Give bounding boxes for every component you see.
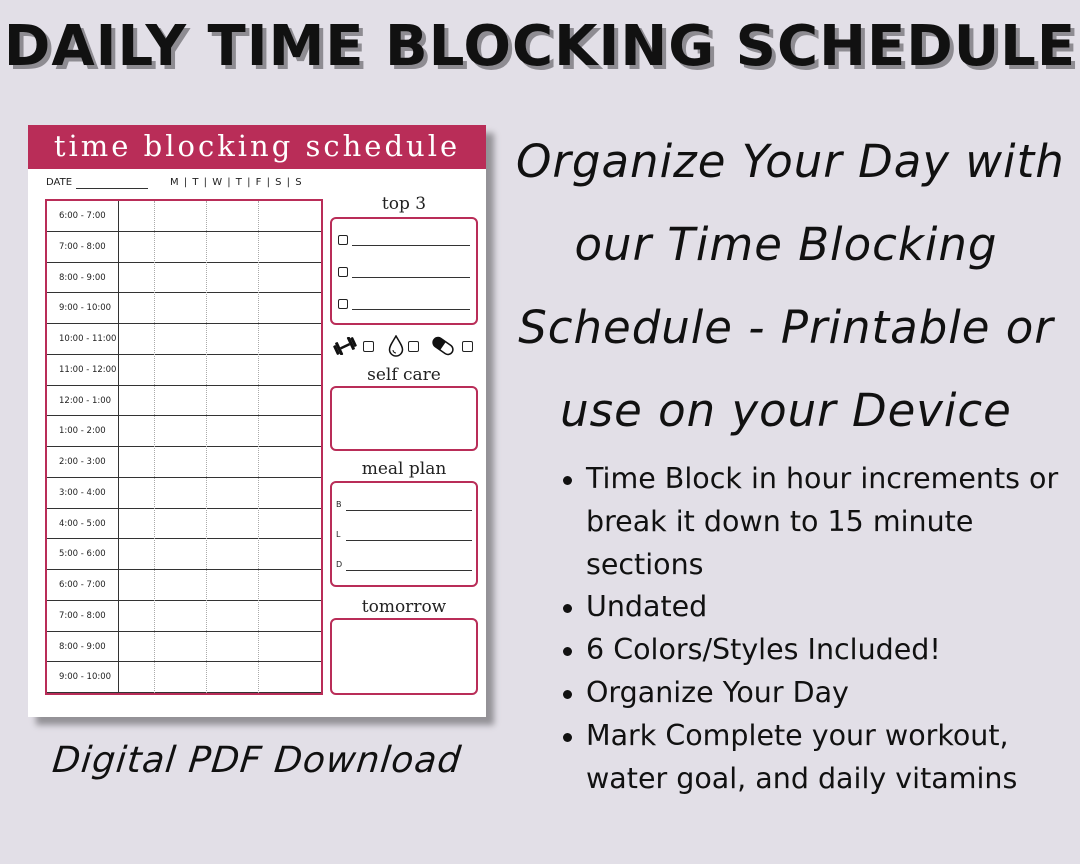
time-slot-row bbox=[47, 201, 321, 232]
time-slot-label: 4:00 - 5:00 bbox=[47, 509, 119, 539]
quarter-hour-divider bbox=[258, 201, 259, 693]
time-slot-label: 5:00 - 6:00 bbox=[47, 539, 119, 569]
time-slot-row bbox=[47, 416, 321, 447]
headline-line: use on your Device bbox=[560, 384, 1012, 437]
checkbox-icon bbox=[338, 235, 348, 245]
quarter-hour-divider bbox=[206, 201, 207, 693]
time-slot-row bbox=[47, 570, 321, 601]
meal-plan-box bbox=[330, 481, 478, 587]
time-slot-label: 9:00 - 10:00 bbox=[47, 662, 119, 692]
time-slot-row bbox=[47, 324, 321, 355]
headline bbox=[516, 120, 1065, 452]
time-slot-label: 9:00 - 10:00 bbox=[47, 293, 119, 323]
water-drop-icon bbox=[388, 335, 404, 357]
date-line bbox=[76, 188, 148, 189]
time-slot-row bbox=[47, 539, 321, 570]
page-title: DAILY TIME BLOCKING SCHEDULE bbox=[3, 14, 1077, 79]
headline-line: our Time Blocking bbox=[574, 218, 998, 271]
meal-line-breakfast: B bbox=[336, 498, 472, 512]
weekday-selector: M | T | W | T | F | S | S bbox=[170, 177, 303, 188]
feature-item: Time Block in hour increments or break it down to 15 minute sections bbox=[560, 458, 1060, 586]
time-slot-label: 6:00 - 7:00 bbox=[47, 201, 119, 231]
top3-item bbox=[338, 233, 470, 247]
time-slot-label: 1:00 - 2:00 bbox=[47, 416, 119, 446]
checkbox-icon bbox=[462, 341, 473, 352]
time-slot-label: 3:00 - 4:00 bbox=[47, 478, 119, 508]
feature-list bbox=[560, 458, 1060, 800]
time-slot-row bbox=[47, 355, 321, 386]
schedule-sheet-preview bbox=[28, 125, 486, 717]
meal-line-dinner: D bbox=[336, 558, 472, 572]
checkbox-icon bbox=[338, 267, 348, 277]
feature-item: Undated bbox=[560, 586, 1060, 629]
checkbox-icon bbox=[338, 299, 348, 309]
time-slot-label: 8:00 - 9:00 bbox=[47, 632, 119, 662]
date-label: DATE bbox=[46, 177, 73, 188]
vitamin-pill-icon bbox=[430, 336, 456, 356]
time-slot-row bbox=[47, 293, 321, 324]
quarter-hour-divider bbox=[154, 201, 155, 693]
time-slot-row bbox=[47, 386, 321, 417]
tomorrow-heading: tomorrow bbox=[361, 597, 447, 617]
top3-item bbox=[338, 265, 470, 279]
top3-box bbox=[330, 217, 478, 325]
feature-item: Organize Your Day bbox=[560, 672, 1060, 715]
time-slot-label: 12:00 - 1:00 bbox=[47, 386, 119, 416]
meal-line-lunch: L bbox=[336, 528, 472, 542]
pdf-download-caption: Digital PDF Download bbox=[50, 740, 464, 781]
dumbbell-icon bbox=[332, 337, 358, 355]
time-slot-label: 7:00 - 8:00 bbox=[47, 232, 119, 262]
time-slot-row bbox=[47, 601, 321, 632]
time-grid bbox=[45, 199, 323, 695]
time-slot-label: 6:00 - 7:00 bbox=[47, 570, 119, 600]
habit-tracker-row bbox=[332, 335, 482, 357]
time-slot-label: 10:00 - 11:00 bbox=[47, 324, 119, 354]
time-slot-row bbox=[47, 509, 321, 540]
time-slot-row bbox=[47, 632, 321, 663]
date-row bbox=[46, 177, 366, 193]
top3-item bbox=[338, 297, 470, 311]
time-slot-label: 11:00 - 12:00 bbox=[47, 355, 119, 385]
checkbox-icon bbox=[363, 341, 374, 352]
top3-heading: top 3 bbox=[381, 194, 427, 214]
checkbox-icon bbox=[408, 341, 419, 352]
time-slot-label: 7:00 - 8:00 bbox=[47, 601, 119, 631]
self-care-heading: self care bbox=[367, 365, 441, 385]
headline-line: Schedule - Printable or bbox=[518, 301, 1054, 354]
time-slot-label: 2:00 - 3:00 bbox=[47, 447, 119, 477]
sheet-banner: time blocking schedule bbox=[28, 125, 486, 169]
time-slot-label: 8:00 - 9:00 bbox=[47, 263, 119, 293]
tomorrow-box bbox=[330, 618, 478, 695]
feature-item: Mark Complete your workout, water goal, and daily vitamins bbox=[560, 715, 1060, 801]
time-slot-row bbox=[47, 447, 321, 478]
time-slot-row bbox=[47, 662, 321, 693]
meal-plan-heading: meal plan bbox=[361, 459, 447, 479]
feature-item: 6 Colors/Styles Included! bbox=[560, 629, 1060, 672]
time-slot-row bbox=[47, 232, 321, 263]
headline-line: Organize Your Day with bbox=[516, 135, 1065, 188]
time-slot-row bbox=[47, 263, 321, 294]
time-slot-row bbox=[47, 478, 321, 509]
self-care-box bbox=[330, 386, 478, 451]
